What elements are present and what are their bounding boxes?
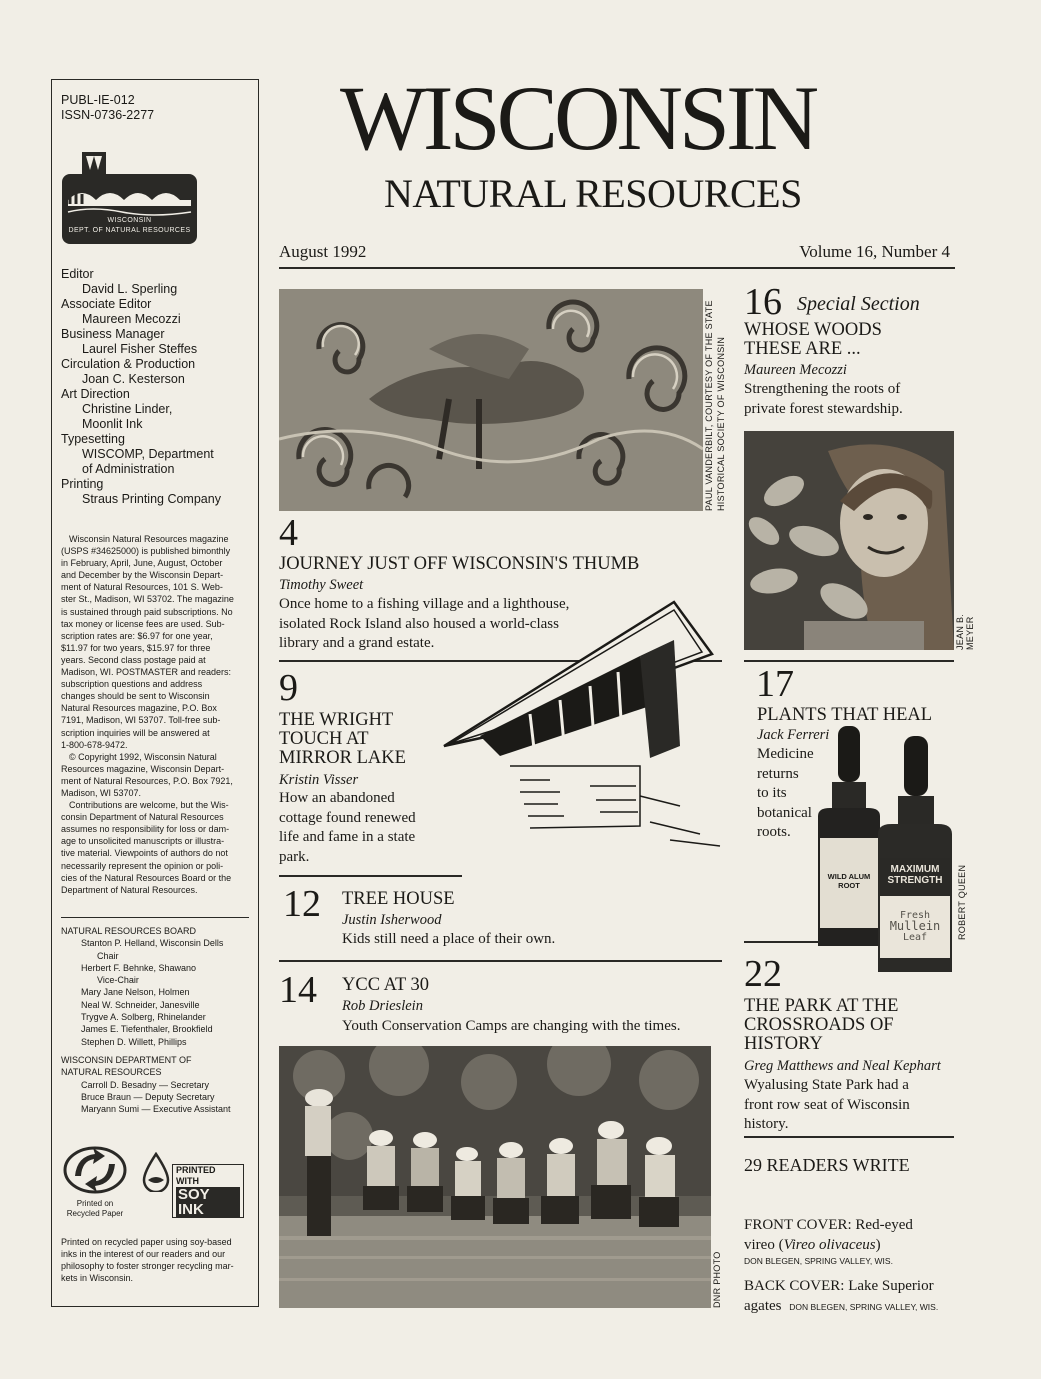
info-line: age to unsolicited manuscripts or illustra- (61, 836, 225, 847)
article-title-line: CROSSROADS OF (744, 1015, 894, 1035)
ycc-stream-image (279, 1046, 711, 1308)
page-number-12: 12 (283, 883, 321, 925)
article-desc-line: park. (279, 848, 310, 865)
article-title-17[interactable]: PLANTS THAT HEAL (757, 705, 933, 725)
article-desc-12: Kids still need a place of their own. (342, 931, 556, 947)
dept-staff-list (61, 1079, 256, 1116)
carving-photo-credit (703, 299, 727, 511)
board-member: Stanton P. Helland, Wisconsin Dells (81, 938, 224, 949)
soy-ink-label-2: SOY INK (176, 1187, 240, 1217)
staff-name: David L. Sperling (82, 282, 178, 296)
back-cover-label: BACK COVER: (744, 1278, 845, 1294)
info-line: scription inquiries will be answered at (61, 727, 210, 738)
natural-resources-board (61, 925, 256, 1115)
article-desc-16 (744, 380, 954, 419)
info-line: cies of the Natural Resources Board or the (61, 872, 232, 883)
page-number-17: 17 (756, 663, 794, 705)
article-desc-9 (279, 789, 449, 867)
carving-credit-line-2: HISTORICAL SOCIETY OF WISCONSIN (716, 336, 726, 511)
staff-name: Joan C. Kesterson (82, 372, 185, 386)
magazine-subtitle: NATURAL RESOURCES (384, 171, 802, 216)
article-desc-line: library and a grand estate. (279, 635, 435, 651)
issn-number: ISSN-0736-2277 (61, 108, 155, 122)
info-line: Resources magazine, Wisconsin Depart- (61, 763, 225, 774)
ycc-photo (279, 1046, 711, 1308)
left-bottle-label-2: ROOT (838, 881, 860, 890)
bottles-photo-credit: ROBERT QUEEN (957, 864, 967, 940)
staff-name: Christine Linder, (82, 402, 173, 416)
front-cover-credit: DON BLEGEN, SPRING VALLEY, WIS. (744, 1256, 893, 1266)
recycling-note-line: philosophy to foster stronger recycling mar- (61, 1261, 234, 1272)
board-member: Trygve A. Solberg, Rhinelander (81, 1012, 206, 1023)
article-title-line: THE PARK AT THE (744, 996, 899, 1016)
article-title-line: THE WRIGHT (279, 710, 394, 730)
staff-business-manager (52, 327, 258, 357)
staff-name: Moonlit Ink (82, 417, 143, 431)
rule-16 (744, 660, 954, 662)
info-line: ster St., Madison, WI 53702. The magazine (61, 594, 234, 605)
info-line: subscription questions and address (61, 679, 203, 690)
article-desc-14: Youth Conservation Camps are changing with the times. (342, 1018, 681, 1034)
article-title-line: HISTORY (744, 1034, 823, 1054)
article-desc-line: cottage found renewed (279, 809, 416, 826)
info-line: 1-800-678-9472. (61, 739, 128, 750)
article-title-4[interactable]: JOURNEY JUST OFF WISCONSIN'S THUMB (279, 554, 640, 574)
info-line: years. Second class postage paid at (61, 654, 206, 665)
board-member: Mary Jane Nelson, Holmen (81, 987, 190, 998)
logo-text-wisconsin: WISCONSIN (107, 217, 152, 224)
ink-drop-icon (138, 1152, 174, 1192)
back-cover-text-2: agates (744, 1297, 782, 1314)
right-bottle-label-2: STRENGTH (887, 875, 943, 886)
info-line: is sustained through paid subscriptions. No (61, 606, 233, 617)
logo-caption (62, 216, 197, 236)
board-member: Vice-Chair (97, 975, 139, 986)
article-author-16: Maureen Mecozzi (744, 362, 847, 378)
dept-title-2: NATURAL RESOURCES (61, 1067, 162, 1078)
staff-name: Straus Printing Company (82, 492, 221, 506)
staff-list (52, 267, 258, 507)
dept-staff-member: Bruce Braun — Deputy Secretary (81, 1091, 215, 1102)
right-bottle-label-4: Mullein (889, 919, 941, 933)
board-title: NATURAL RESOURCES BOARD (61, 926, 197, 936)
recycling-note-line: Printed on recycled paper using soy-based (61, 1237, 232, 1247)
staff-role: Typesetting (61, 432, 125, 446)
info-line: Madison, WI 53707. (61, 787, 142, 798)
left-bottle-label (820, 872, 878, 890)
masthead-box (51, 79, 259, 1307)
soy-ink-label-1: PRINTED WITH (176, 1165, 216, 1186)
article-title-line: TOUCH AT (279, 729, 369, 749)
staff-associate-editor (52, 297, 258, 327)
article-title-22[interactable] (744, 997, 954, 1054)
info-line: ment of Natural Resources, 101 S. Web- (61, 582, 223, 593)
carving-credit-line-1: PAUL VANDERBILT, COURTESY OF THE STATE (704, 300, 714, 511)
staff-role: Associate Editor (61, 297, 152, 311)
board-member: James E. Tiefenthaler, Brookfield (81, 1024, 213, 1035)
dnr-logo (62, 148, 197, 244)
article-desc-line: Once home to a fishing village and a lighthouse, (279, 596, 570, 612)
left-bottle-label-1: WILD ALUM (827, 872, 871, 881)
info-line: assumes no responsibility for loss or dam- (61, 824, 230, 835)
right-bottle-label (880, 864, 950, 886)
article-desc-line: How an abandoned (279, 790, 395, 806)
info-line: Department of Natural Resources. (61, 884, 198, 895)
cottage-line-drawing (440, 596, 722, 852)
article-author-17: Jack Ferreri (757, 727, 830, 743)
article-author-14: Rob Drieslein (342, 998, 423, 1014)
front-cover-text-3: ) (875, 1236, 881, 1253)
front-cover-species: Vireo olivaceus (783, 1236, 876, 1253)
rule-17 (744, 941, 820, 943)
right-bottle-label-5: Leaf (902, 932, 928, 943)
board-member: Stephen D. Willett, Phillips (81, 1036, 187, 1047)
soy-ink-logo (138, 1152, 244, 1218)
girl-photo (744, 431, 954, 650)
staff-printing (52, 477, 258, 507)
rule-22 (744, 1136, 954, 1138)
back-cover-credit: DON BLEGEN, SPRING VALLEY, WIS. (789, 1301, 939, 1312)
dept-staff-member: Maryann Sumi — Executive Assistant (81, 1104, 231, 1115)
recycle-caption-1: Printed on (76, 1199, 114, 1208)
staff-circulation (52, 357, 258, 387)
right-bottle-label-1: MAXIMUM (890, 864, 940, 875)
board-member-list (61, 937, 256, 1048)
staff-name: of Administration (82, 462, 175, 476)
info-line: tive material. Viewpoints of authors do not (61, 848, 228, 859)
special-section-kicker: Special Section (797, 293, 920, 315)
board-member: Herbert F. Behnke, Shawano (81, 962, 197, 973)
front-cover-text: Red-eyed (855, 1217, 913, 1233)
girl-with-plant-image (744, 431, 954, 650)
issue-date: August 1992 (279, 242, 367, 261)
magazine-title: WISCONSIN (340, 67, 816, 169)
ycc-photo-credit: DNR PHOTO (712, 1251, 722, 1308)
article-desc-line: isolated Rock Island also housed a world-class (279, 615, 559, 632)
staff-name: Maureen Mecozzi (82, 312, 181, 326)
staff-name: WISCOMP, Department (82, 447, 214, 461)
article-title-9[interactable] (279, 711, 439, 768)
page-number-22: 22 (744, 953, 782, 995)
article-title-line: WHOSE WOODS (744, 320, 882, 340)
info-line: Madison, WI. POSTMASTER and readers: (61, 667, 232, 678)
article-desc-line: private forest stewardship. (744, 400, 903, 417)
page-number-9: 9 (279, 667, 298, 709)
right-bottle-label-3: Fresh (899, 910, 931, 921)
publ-number: PUBL-IE-012 (61, 93, 135, 107)
article-desc-line: Strengthening the roots of (744, 381, 901, 397)
board-member: Neal W. Schneider, Janesville (81, 999, 200, 1010)
recycling-note (61, 1236, 253, 1284)
masthead-divider (61, 917, 249, 918)
info-line: scription rates are: $6.97 for one year, (61, 630, 213, 641)
dept-staff-member: Carroll D. Besadny — Secretary (81, 1079, 210, 1090)
info-line: ment of Natural Resources, P.O. Box 7921, (61, 775, 233, 786)
info-line: consin Department of Natural Resources (61, 812, 224, 823)
info-line: necessarily represent the opinion or poli- (61, 860, 224, 871)
staff-role: Circulation & Production (61, 357, 196, 371)
header-rule (279, 267, 955, 269)
article-title-16[interactable] (744, 321, 944, 359)
info-line: and December by the Wisconsin Depart- (61, 570, 224, 581)
staff-role: Business Manager (61, 327, 165, 341)
info-line: Wisconsin Natural Resources magazine (69, 534, 229, 544)
staff-role: Printing (61, 477, 104, 491)
article-desc-line: roots. (757, 824, 791, 840)
article-author-12: Justin Isherwood (342, 912, 442, 928)
info-line: $11.97 for two years, $15.97 for three (61, 642, 211, 653)
recycling-note-line: kets in Wisconsin. (61, 1273, 134, 1284)
back-cover-note (744, 1277, 964, 1317)
article-desc-line: Wyalusing State Park had a (744, 1077, 909, 1093)
article-desc-line: botanical (757, 804, 812, 821)
info-line: 7191, Madison, WI 53707. Toll-free sub- (61, 715, 221, 726)
article-title-12[interactable]: TREE HOUSE (342, 889, 455, 909)
staff-typesetting (52, 432, 258, 477)
rule-9 (279, 875, 462, 877)
article-title-line: MIRROR LAKE (279, 748, 406, 768)
article-desc-line: history. (744, 1116, 789, 1132)
rule-12 (279, 960, 722, 962)
info-line: changes should be sent to Wisconsin (61, 691, 210, 702)
info-line: (USPS #34625000) is published bimonthly (61, 546, 231, 557)
publication-info (61, 533, 251, 896)
soy-ink-badge (172, 1164, 244, 1218)
article-author-22: Greg Matthews and Neal Kephart (744, 1058, 941, 1074)
article-title-14[interactable]: YCC AT 30 (342, 975, 430, 995)
tincture-bottles (810, 726, 955, 976)
cottage-drawing (440, 596, 722, 852)
info-line: Natural Resources magazine, P.O. Box (61, 703, 217, 714)
front-cover-text-2: vireo ( (744, 1236, 784, 1253)
recycle-caption (63, 1199, 127, 1219)
carving-photo (279, 289, 703, 511)
girl-photo-credit: JEAN B. MEYER (955, 613, 975, 650)
article-title-line: THESE ARE ... (744, 339, 861, 359)
info-line: Contributions are welcome, but the Wis- (69, 800, 229, 811)
article-author-9: Kristin Visser (279, 772, 359, 788)
logo-text-dept: DEPT. OF NATURAL RESOURCES (68, 227, 191, 234)
article-desc-line: returns (757, 765, 799, 782)
article-desc-line: front row seat of Wisconsin (744, 1096, 910, 1113)
staff-role: Art Direction (61, 387, 130, 401)
front-cover-label: FRONT COVER: (744, 1217, 852, 1233)
publication-codes (61, 93, 154, 123)
board-member: Chair (97, 950, 119, 961)
recycling-note-line: inks in the interest of our readers and our (61, 1249, 226, 1260)
article-desc-line: life and fame in a state (279, 829, 416, 845)
page-number-14: 14 (279, 969, 317, 1011)
staff-role: Editor (61, 267, 94, 281)
staff-editor (52, 267, 258, 297)
carved-relief-image (279, 289, 703, 511)
readers-write-entry[interactable]: 29 READERS WRITE (744, 1155, 910, 1175)
dept-title: WISCONSIN DEPARTMENT OF (61, 1054, 192, 1065)
page-number-4: 4 (279, 512, 298, 554)
info-line: tax money or license fees are used. Sub- (61, 618, 225, 629)
recycle-logo (63, 1146, 127, 1218)
recycle-icon (63, 1146, 127, 1194)
front-cover-note (744, 1216, 959, 1267)
article-desc-line: Medicine (757, 746, 814, 762)
staff-art-direction (52, 387, 258, 432)
issue-volume: Volume 16, Number 4 (799, 242, 950, 261)
recycle-caption-2: Recycled Paper (66, 1209, 124, 1218)
info-line: in February, April, June, August, October (61, 558, 223, 569)
info-line: © Copyright 1992, Wisconsin Natural (69, 751, 217, 762)
article-desc-22 (744, 1076, 954, 1135)
staff-name: Laurel Fisher Steffes (82, 342, 198, 356)
right-bottle-sub-label (880, 910, 950, 943)
back-cover-text: Lake Superior (848, 1278, 934, 1294)
article-author-4: Timothy Sweet (279, 577, 364, 593)
article-desc-line: to its (757, 785, 787, 801)
page-number-16: 16 (744, 281, 782, 323)
